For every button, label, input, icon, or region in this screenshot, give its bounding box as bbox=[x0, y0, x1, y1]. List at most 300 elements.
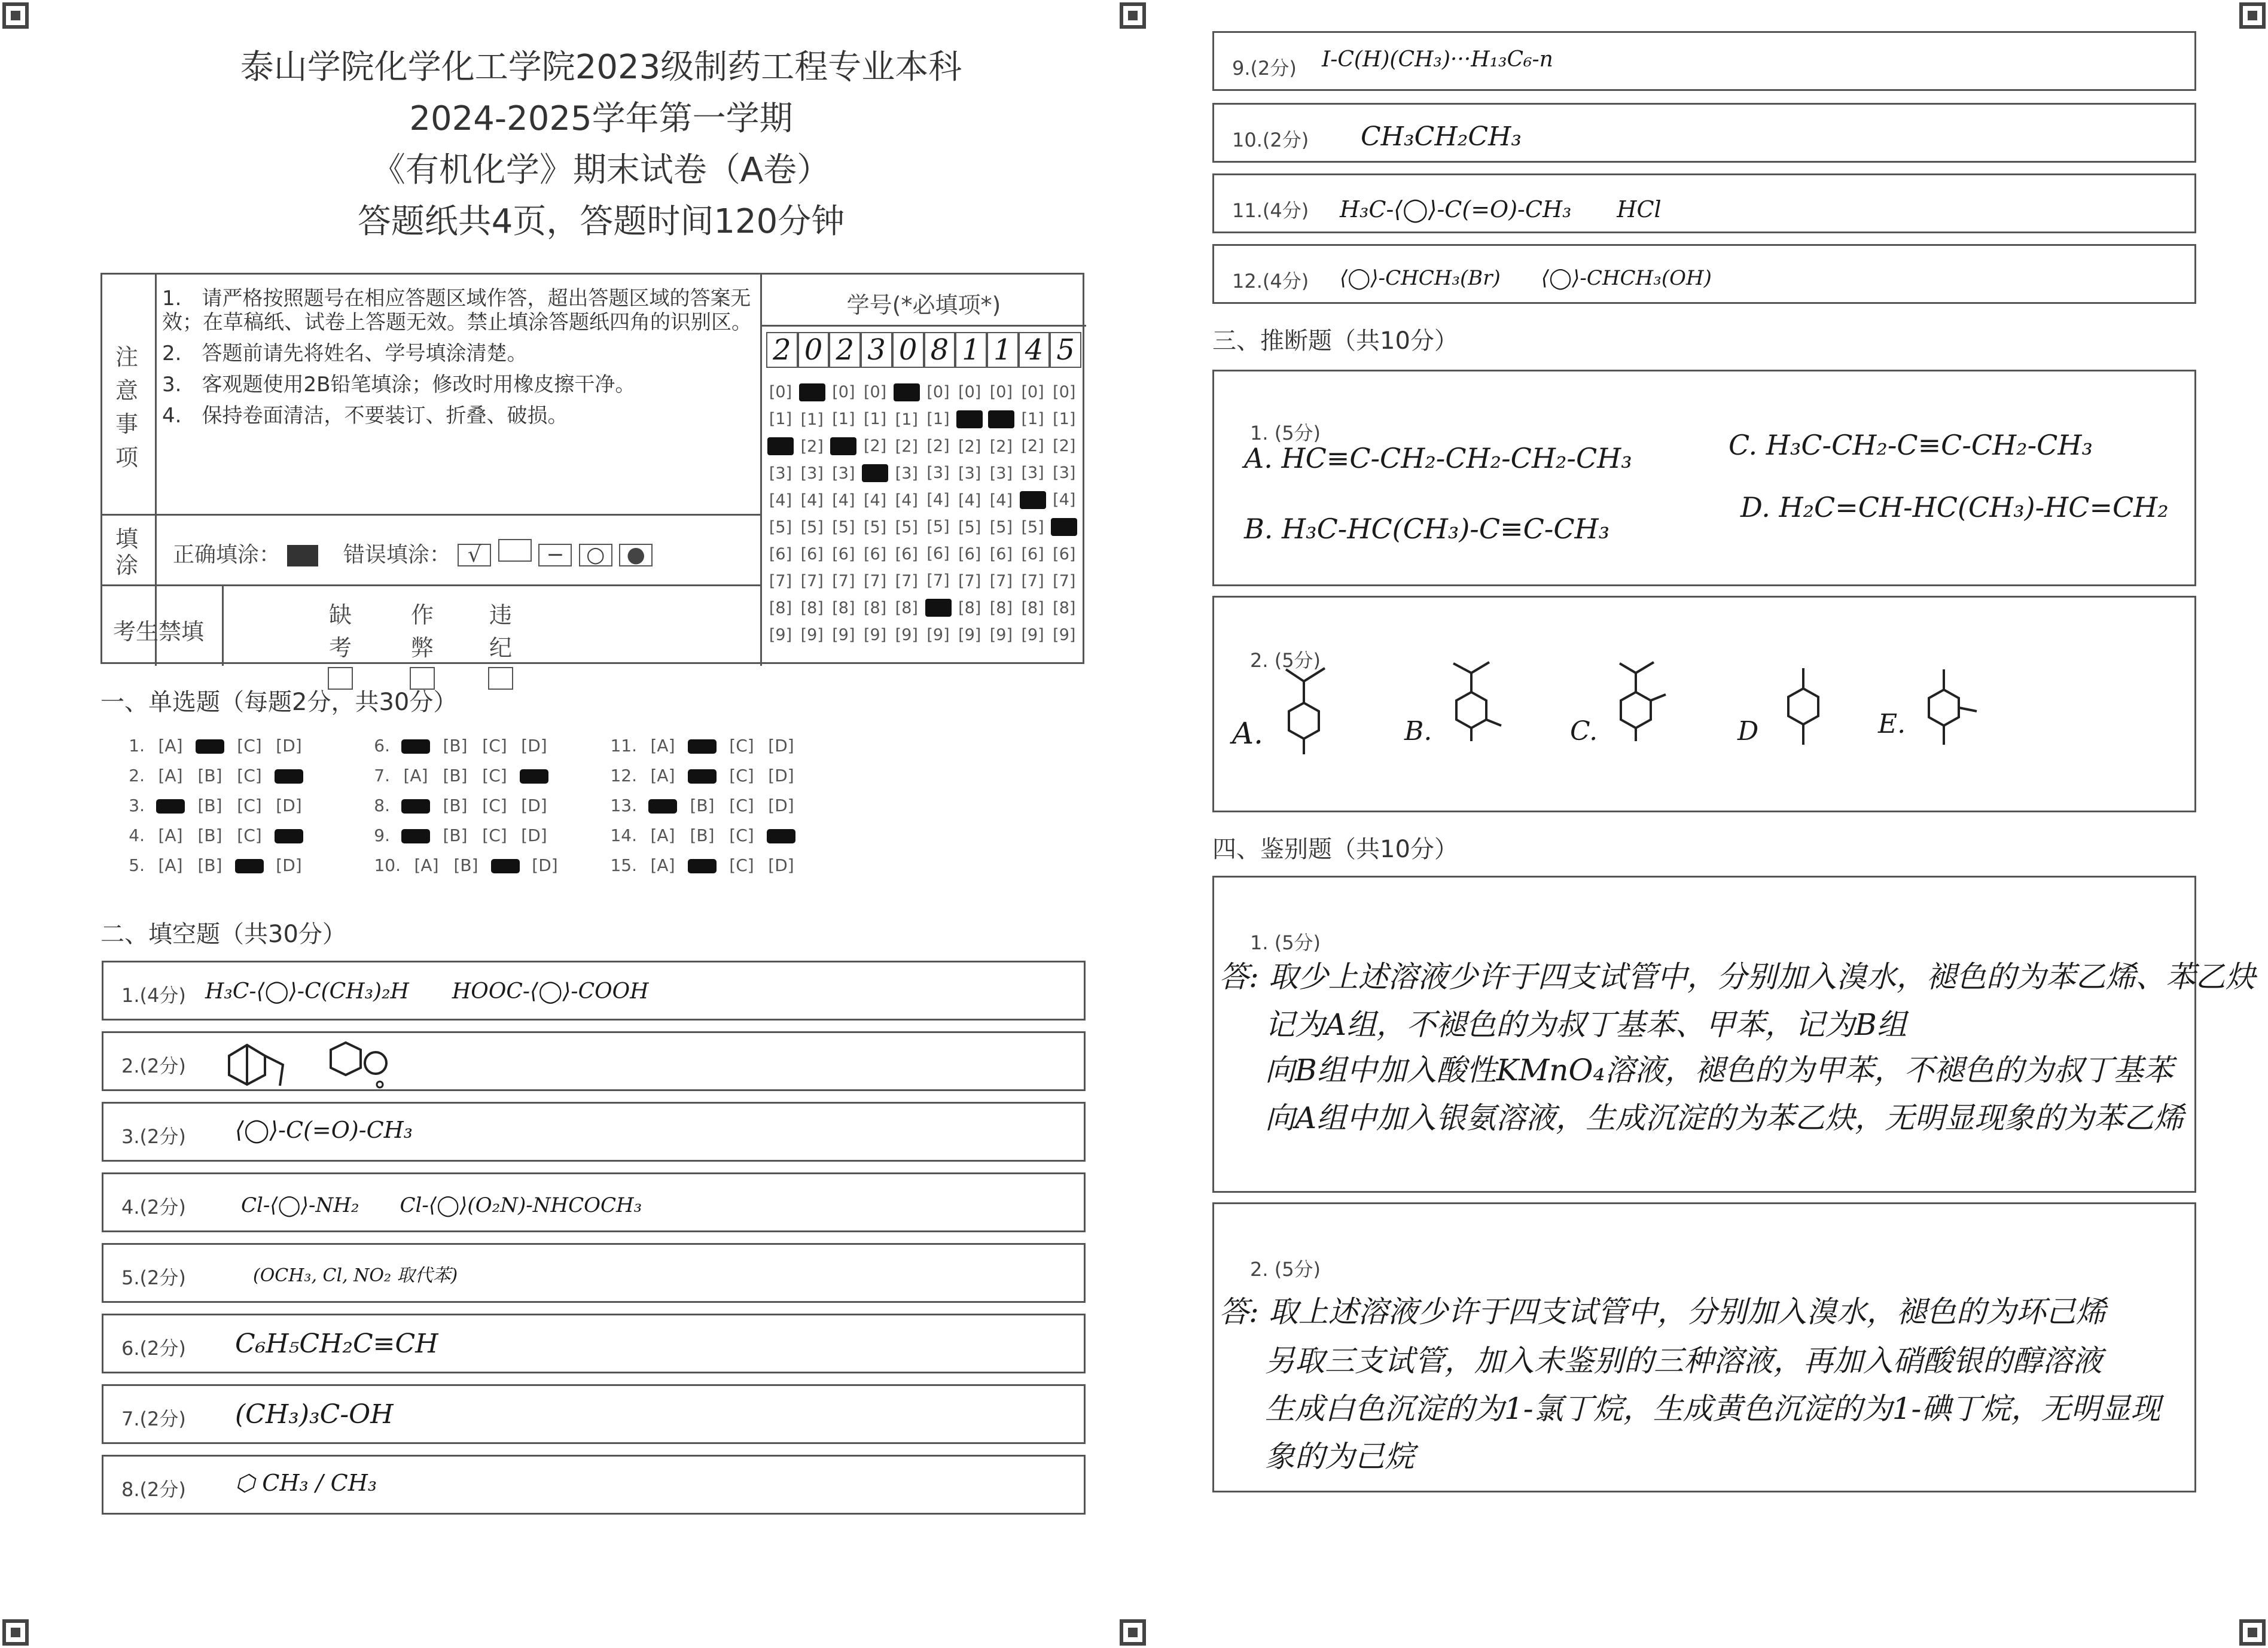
mc-option-a[interactable] bbox=[396, 796, 435, 815]
id-bubble[interactable]: [7] bbox=[769, 572, 792, 590]
id-bubble[interactable]: [2] bbox=[926, 437, 950, 455]
notice-panel bbox=[100, 273, 1084, 664]
id-bubble[interactable]: [4] bbox=[769, 491, 792, 510]
fill-q-12: 12.(4分) bbox=[1232, 270, 1309, 293]
mc-option-c[interactable]: [C] bbox=[482, 736, 507, 756]
id-bubble[interactable]: [7] bbox=[895, 572, 918, 590]
id-bubble[interactable]: [0] bbox=[863, 383, 887, 401]
id-bubble-column bbox=[828, 379, 859, 648]
mc-option-d[interactable]: [D] bbox=[276, 796, 302, 815]
inference-q2-item-d: D bbox=[1737, 716, 1759, 747]
id-bubble[interactable]: [0] bbox=[1053, 383, 1076, 401]
id-bubble[interactable]: [5] bbox=[989, 518, 1013, 537]
id-bubble-column bbox=[765, 379, 796, 648]
id-bubble[interactable]: [3] bbox=[832, 464, 855, 483]
mc-option-a[interactable] bbox=[151, 796, 190, 815]
id-bubble[interactable]: [8] bbox=[958, 599, 981, 617]
inference-q1-label: 1. (5分) bbox=[1250, 422, 1321, 444]
id-bubble-column bbox=[923, 379, 954, 648]
id-bubble[interactable]: [5] bbox=[895, 518, 918, 537]
mc-option-b[interactable]: [B] bbox=[197, 796, 222, 815]
notice-rule-2: 2. 答题前请先将姓名、学号填涂清楚。 bbox=[162, 342, 528, 365]
id-bubble[interactable]: [6] bbox=[800, 545, 824, 563]
id-bubble[interactable]: [7] bbox=[832, 572, 855, 590]
fill-answer-2 bbox=[102, 1031, 1086, 1091]
fill-a-5: (OCH₃, Cl, NO₂ 取代苯) bbox=[253, 1265, 458, 1286]
id-bubble[interactable]: [4] bbox=[958, 491, 981, 510]
mc-option-c[interactable]: [C] bbox=[729, 736, 754, 756]
id-bubble[interactable]: [0] bbox=[989, 383, 1013, 401]
mc-question-row bbox=[114, 855, 309, 875]
mc-question-row bbox=[114, 736, 309, 756]
id-digit-7: 1 bbox=[955, 332, 987, 368]
header-line-1: 泰山学院化学化工学院2023级制药工程专业本科 bbox=[240, 48, 962, 87]
id-bubble[interactable]: [8] bbox=[895, 599, 918, 617]
mc-option-c[interactable]: [C] bbox=[237, 825, 262, 845]
fill-a-10: CH₃CH₂CH₃ bbox=[1361, 121, 1522, 152]
mc-question-number: 7. bbox=[374, 766, 390, 785]
mc-option-b[interactable]: [B] bbox=[197, 825, 222, 845]
id-bubble[interactable]: [1] bbox=[800, 410, 824, 429]
mc-question-number: 3. bbox=[129, 796, 145, 815]
mc-option-b[interactable]: [B] bbox=[443, 736, 468, 756]
id-bubble[interactable] bbox=[925, 599, 952, 617]
id-bubble[interactable]: [3] bbox=[769, 464, 792, 483]
id-bubble[interactable]: [1] bbox=[926, 410, 950, 428]
mc-option-b[interactable]: [B] bbox=[443, 796, 468, 815]
fill-label: 填涂 bbox=[115, 526, 139, 578]
mc-option-c[interactable]: [C] bbox=[482, 825, 507, 845]
id-bubble[interactable]: [1] bbox=[863, 410, 887, 428]
id-digit-6: 8 bbox=[924, 332, 956, 368]
id-bubble[interactable]: [4] bbox=[863, 491, 887, 510]
mc-option-c[interactable] bbox=[486, 855, 525, 875]
corner-mark-top-right bbox=[2239, 2, 2266, 29]
fill-answer-11 bbox=[1212, 173, 2196, 233]
id-digit-1: 2 bbox=[766, 332, 798, 368]
inference-q2-structures bbox=[1214, 598, 2195, 813]
correct-fill-sample bbox=[287, 545, 318, 566]
mc-option-d[interactable]: [D] bbox=[532, 855, 558, 875]
notice-rule-4: 4. 保持卷面清洁，不要装订、折叠、破损。 bbox=[162, 404, 568, 428]
id-bubble[interactable]: [9] bbox=[958, 626, 981, 644]
id-bubble[interactable]: [2] bbox=[1053, 437, 1076, 455]
mc-option-b[interactable]: [B] bbox=[690, 825, 715, 845]
mc-option-a[interactable]: [A] bbox=[158, 766, 183, 785]
mc-option-b[interactable] bbox=[682, 855, 722, 875]
mc-option-c[interactable]: [C] bbox=[729, 855, 754, 875]
mc-question-number: 12. bbox=[610, 766, 637, 785]
mc-question-number: 1. bbox=[129, 736, 145, 756]
inference-q2-label: 2. (5分) bbox=[1250, 649, 1321, 672]
mc-question-row bbox=[359, 825, 554, 845]
mc-option-a[interactable] bbox=[396, 825, 435, 845]
mc-option-a[interactable]: [A] bbox=[414, 855, 439, 875]
id-bubble[interactable]: [0] bbox=[958, 383, 981, 401]
identify-q2-line-3: 生成白色沉淀的为1-氯丁烷，生成黄色沉淀的为1-碘丁烷，无明显现 bbox=[1265, 1391, 2161, 1426]
id-bubble[interactable]: [6] bbox=[863, 545, 887, 563]
fill-q-5: 5.(2分) bbox=[121, 1266, 186, 1289]
corner-mark-bottom-right bbox=[2239, 1619, 2266, 1646]
wrong-fill-circle: ○ bbox=[579, 544, 612, 566]
id-digit-9: 4 bbox=[1019, 332, 1050, 368]
id-bubble[interactable]: [7] bbox=[1053, 572, 1076, 590]
mc-question-number: 15. bbox=[610, 855, 637, 875]
mc-question-number: 5. bbox=[129, 855, 145, 875]
mc-question-number: 11. bbox=[610, 736, 637, 756]
id-bubble[interactable]: [5] bbox=[958, 518, 981, 537]
id-bubble[interactable]: [8] bbox=[832, 599, 855, 617]
check-violation-label: 违纪 bbox=[489, 602, 512, 661]
mc-option-b[interactable]: [B] bbox=[197, 855, 222, 875]
mc-option-d[interactable]: [D] bbox=[768, 855, 794, 875]
header-line-3: 《有机化学》期末试卷（A卷） bbox=[371, 151, 831, 190]
id-bubble[interactable]: [3] bbox=[989, 464, 1013, 483]
id-bubble[interactable] bbox=[956, 410, 983, 428]
fill-q-6: 6.(2分) bbox=[121, 1337, 186, 1360]
header-line-4: 答题纸共4页，答题时间120分钟 bbox=[357, 202, 845, 241]
id-bubble[interactable]: [3] bbox=[800, 464, 824, 483]
mc-option-a[interactable]: [A] bbox=[158, 825, 183, 845]
id-bubble-column bbox=[859, 379, 891, 648]
section-2-title: 二、填空题（共30分） bbox=[100, 921, 346, 948]
id-bubble[interactable]: [9] bbox=[863, 626, 887, 644]
mc-option-d[interactable]: [D] bbox=[521, 825, 547, 845]
id-bubble[interactable]: [2] bbox=[863, 437, 887, 455]
mc-question-row bbox=[595, 825, 801, 845]
id-bubble[interactable] bbox=[862, 464, 888, 482]
id-digit-2: 0 bbox=[798, 332, 830, 368]
id-bubble[interactable]: [5] bbox=[769, 518, 792, 537]
id-bubble[interactable]: [7] bbox=[800, 572, 824, 590]
fill-answer-4 bbox=[102, 1172, 1086, 1232]
corner-mark-top-center bbox=[1120, 2, 1146, 29]
id-bubble[interactable]: [4] bbox=[800, 491, 824, 510]
identify-q2-line-2: 另取三支试管，加入未鉴别的三种溶液，再加入硝酸银的醇溶液 bbox=[1265, 1344, 2102, 1378]
id-bubble[interactable] bbox=[988, 410, 1014, 428]
id-bubble-column bbox=[1017, 379, 1048, 648]
mc-option-b[interactable] bbox=[682, 736, 722, 756]
fill-a-9: I-C(H)(CH₃)···H₁₃C₆-n bbox=[1322, 47, 1553, 72]
id-bubble[interactable]: [3] bbox=[1053, 464, 1076, 482]
identify-q2-line-1: 答: 取上述溶液少许于四支试管中，分别加入溴水，褪色的为环己烯 bbox=[1219, 1294, 2106, 1329]
fill-answer-1 bbox=[102, 961, 1086, 1021]
mc-question-row bbox=[359, 736, 554, 756]
fill-answer-12 bbox=[1212, 244, 2196, 304]
mc-option-d[interactable] bbox=[269, 825, 309, 845]
student-id-label: 学号(*必填项*) bbox=[846, 292, 1001, 318]
id-bubble[interactable]: [6] bbox=[1021, 545, 1044, 563]
id-digit-4: 3 bbox=[861, 332, 892, 368]
mc-option-c[interactable]: [C] bbox=[482, 796, 507, 815]
wrong-fill-label: 错误填涂： bbox=[343, 543, 451, 567]
id-bubble[interactable]: [6] bbox=[958, 545, 981, 563]
header-line-2: 2024-2025学年第一学期 bbox=[409, 99, 793, 138]
notice-rule-3: 3. 客观题使用2B铅笔填涂；修改时用橡皮擦干净。 bbox=[162, 373, 636, 397]
fill-a-4: Cl-⟨◯⟩-NH₂ Cl-⟨◯⟩(O₂N)-NHCOCH₃ bbox=[241, 1193, 642, 1217]
identify-q1-line-1: 答: 取少上述溶液少许于四支试管中，分别加入溴水，褪色的为苯乙烯、苯乙炔 bbox=[1219, 959, 2255, 994]
id-bubble[interactable]: [3] bbox=[958, 464, 981, 483]
id-bubble[interactable]: [4] bbox=[832, 491, 855, 510]
mc-option-a[interactable]: [A] bbox=[158, 736, 183, 756]
fill-answer-8 bbox=[102, 1455, 1086, 1515]
mc-option-d[interactable] bbox=[269, 766, 309, 785]
id-bubble[interactable] bbox=[1020, 491, 1046, 509]
correct-fill-label: 正确填涂： bbox=[173, 543, 281, 567]
mc-option-d[interactable]: [D] bbox=[521, 736, 547, 756]
mc-question-number: 14. bbox=[610, 825, 637, 845]
student-id-digits bbox=[766, 332, 1081, 368]
id-bubble[interactable]: [7] bbox=[926, 571, 950, 590]
id-bubble[interactable]: [9] bbox=[800, 626, 824, 644]
id-bubble[interactable] bbox=[830, 437, 856, 455]
mc-option-d[interactable]: [D] bbox=[276, 736, 302, 756]
id-bubble[interactable]: [7] bbox=[989, 572, 1013, 590]
id-bubble[interactable]: [5] bbox=[800, 518, 824, 537]
mc-question-number: 6. bbox=[374, 736, 390, 756]
identify-q1-line-4: 向A组中加入银氨溶液，生成沉淀的为苯乙炔，无明显现象的为苯乙烯 bbox=[1265, 1101, 2184, 1135]
id-bubble[interactable] bbox=[767, 437, 794, 455]
fill-q-4: 4.(2分) bbox=[121, 1196, 186, 1219]
id-bubble[interactable]: [6] bbox=[832, 545, 855, 563]
id-bubble[interactable]: [8] bbox=[1053, 599, 1076, 617]
id-bubble[interactable]: [3] bbox=[895, 464, 918, 483]
id-bubble[interactable]: [4] bbox=[989, 491, 1013, 510]
mc-question-row bbox=[359, 855, 565, 875]
id-bubble[interactable]: [6] bbox=[1053, 545, 1076, 563]
id-bubble[interactable]: [2] bbox=[800, 437, 824, 456]
mc-option-c[interactable]: [C] bbox=[729, 796, 754, 815]
id-bubble[interactable]: [8] bbox=[1021, 599, 1044, 617]
notice-rules bbox=[162, 279, 760, 435]
id-bubble[interactable]: [4] bbox=[1053, 491, 1076, 509]
id-bubble[interactable]: [0] bbox=[832, 383, 855, 401]
mc-option-d[interactable] bbox=[514, 766, 554, 785]
id-bubble-column bbox=[891, 379, 922, 648]
mc-option-a[interactable] bbox=[643, 796, 682, 815]
mc-option-a[interactable]: [A] bbox=[158, 855, 183, 875]
fill-q-3: 3.(2分) bbox=[121, 1125, 186, 1148]
mc-option-b[interactable] bbox=[190, 736, 230, 756]
id-bubble[interactable]: [5] bbox=[926, 517, 950, 536]
id-bubble[interactable]: [2] bbox=[1021, 437, 1044, 455]
mc-option-b[interactable]: [B] bbox=[453, 855, 478, 875]
corner-mark-bottom-left bbox=[2, 1619, 29, 1646]
section-1-title: 一、单选题（每题2分，共30分） bbox=[100, 689, 458, 716]
mc-option-a[interactable] bbox=[396, 736, 435, 756]
id-bubble[interactable] bbox=[799, 383, 825, 401]
fill-a-7: (CH₃)₃C-OH bbox=[235, 1399, 394, 1430]
mc-question-row bbox=[359, 796, 554, 815]
id-bubble[interactable]: [9] bbox=[1053, 626, 1076, 644]
mc-option-b[interactable]: [B] bbox=[197, 766, 222, 785]
id-bubble[interactable]: [8] bbox=[989, 599, 1013, 617]
fill-answer-9 bbox=[1212, 31, 2196, 91]
id-bubble[interactable]: [5] bbox=[863, 518, 887, 537]
mc-option-c[interactable]: [C] bbox=[237, 766, 262, 785]
inference-q1-d: D. H₂C=CH-HC(CH₃)-HC=CH₂ bbox=[1740, 491, 2169, 523]
mc-option-c[interactable] bbox=[230, 855, 269, 875]
fill-q-8: 8.(2分) bbox=[121, 1478, 186, 1501]
mc-option-d[interactable]: [D] bbox=[521, 796, 547, 815]
fill-q-9: 9.(2分) bbox=[1232, 57, 1297, 80]
fill-a-2-drawing bbox=[223, 1038, 403, 1089]
fill-answer-10 bbox=[1212, 103, 2196, 163]
mc-question-number: 10. bbox=[374, 855, 401, 875]
id-bubble[interactable]: [6] bbox=[989, 545, 1013, 563]
id-bubble[interactable]: [9] bbox=[769, 626, 792, 644]
mc-question-number: 2. bbox=[129, 766, 145, 785]
mc-option-d[interactable]: [D] bbox=[768, 796, 794, 815]
id-bubble[interactable]: [2] bbox=[895, 437, 918, 456]
id-bubble[interactable]: [6] bbox=[926, 544, 950, 563]
fill-a-11: H₃C-⟨◯⟩-C(=O)-CH₃ HCl bbox=[1340, 196, 1662, 223]
id-bubble[interactable]: [2] bbox=[989, 437, 1013, 456]
wrong-fill-dot: ● bbox=[619, 544, 653, 566]
id-bubble[interactable]: [6] bbox=[895, 545, 918, 563]
mc-option-c[interactable]: [C] bbox=[482, 766, 507, 785]
id-bubble[interactable]: [1] bbox=[769, 410, 792, 428]
wrong-fill-dash: − bbox=[538, 544, 572, 566]
id-bubble[interactable]: [8] bbox=[863, 599, 887, 617]
mc-question-row bbox=[359, 766, 554, 785]
id-bubble[interactable]: [4] bbox=[926, 491, 950, 509]
mc-option-d[interactable]: [D] bbox=[768, 766, 794, 785]
id-bubble[interactable]: [1] bbox=[1053, 410, 1076, 428]
id-bubble[interactable]: [1] bbox=[832, 410, 855, 428]
mc-option-b[interactable] bbox=[682, 766, 722, 785]
id-bubble[interactable]: [9] bbox=[926, 626, 950, 644]
id-bubble-column bbox=[1048, 379, 1080, 648]
id-bubble[interactable]: [0] bbox=[769, 383, 792, 401]
id-bubble[interactable] bbox=[1051, 518, 1077, 536]
mc-option-d[interactable]: [D] bbox=[768, 736, 794, 756]
inference-q2-item-c: C. bbox=[1570, 716, 1598, 747]
fill-a-1: H₃C-⟨◯⟩-C(CH₃)₂H HOOC-⟨◯⟩-COOH bbox=[205, 979, 649, 1004]
id-bubble[interactable]: [7] bbox=[1021, 572, 1044, 590]
mc-option-b[interactable]: [B] bbox=[690, 796, 715, 815]
section-4-title: 四、鉴别题（共10分） bbox=[1212, 836, 1458, 863]
id-bubble[interactable]: [9] bbox=[832, 626, 855, 644]
id-bubble-column bbox=[797, 379, 828, 648]
inference-q1-box bbox=[1212, 370, 2196, 586]
mc-option-c[interactable]: [C] bbox=[237, 796, 262, 815]
id-bubble[interactable]: [9] bbox=[1021, 626, 1044, 644]
id-digit-5: 0 bbox=[892, 332, 924, 368]
id-bubble[interactable]: [9] bbox=[895, 626, 918, 644]
fill-q-11: 11.(4分) bbox=[1232, 199, 1309, 222]
id-bubble[interactable]: [5] bbox=[1021, 518, 1044, 537]
mc-question-row bbox=[595, 796, 801, 815]
section-3-title: 三、推断题（共10分） bbox=[1212, 327, 1458, 355]
wrong-fill-half bbox=[498, 539, 532, 562]
mc-option-b[interactable]: [B] bbox=[443, 766, 468, 785]
inference-q1-a: A. HC≡C-CH₂-CH₂-CH₂-CH₃ bbox=[1244, 442, 1632, 474]
fill-answer-7 bbox=[102, 1384, 1086, 1444]
id-digit-8: 1 bbox=[987, 332, 1019, 368]
id-bubble[interactable]: [8] bbox=[769, 599, 792, 617]
inference-q2-item-e: E. bbox=[1878, 709, 1906, 739]
mc-question-row bbox=[114, 766, 309, 785]
id-bubble[interactable]: [2] bbox=[958, 437, 981, 456]
identify-q2-box bbox=[1212, 1202, 2196, 1492]
fill-q-10: 10.(2分) bbox=[1232, 129, 1309, 151]
inference-q1-b: B. H₃C-HC(CH₃)-C≡C-CH₃ bbox=[1244, 513, 1610, 545]
fill-a-3: ⟨◯⟩-C(=O)-CH₃ bbox=[235, 1117, 413, 1143]
fill-q-1: 1.(4分) bbox=[121, 984, 186, 1007]
id-bubble-column bbox=[954, 379, 985, 648]
identify-q2-line-4: 象的为己烷 bbox=[1265, 1439, 1415, 1474]
mc-question-row bbox=[114, 796, 309, 815]
fill-a-12: ⟨◯⟩-CHCH₃(Br) ⟨◯⟩-CHCH₃(OH) bbox=[1340, 266, 1712, 290]
id-bubble[interactable]: [3] bbox=[926, 464, 950, 482]
mc-option-c[interactable]: [C] bbox=[729, 766, 754, 785]
id-bubble[interactable]: [1] bbox=[1021, 410, 1044, 428]
identify-q2-label: 2. (5分) bbox=[1250, 1258, 1321, 1281]
identify-q1-label: 1. (5分) bbox=[1250, 931, 1321, 954]
inference-q2-item-a: A. bbox=[1232, 716, 1264, 751]
inference-q2-item-b: B. bbox=[1404, 716, 1432, 747]
fill-a-6: C₆H₅CH₂C≡CH bbox=[235, 1329, 438, 1359]
id-bubble[interactable]: [7] bbox=[958, 572, 981, 590]
check-violation-box[interactable] bbox=[488, 667, 513, 690]
identify-q1-line-3: 向B组中加入酸性KMnO₄溶液，褪色的为甲苯，不褪色的为叔丁基苯 bbox=[1265, 1053, 2174, 1088]
corner-mark-bottom-center bbox=[1120, 1619, 1146, 1646]
id-bubble[interactable]: [7] bbox=[863, 572, 887, 590]
id-bubble[interactable]: [1] bbox=[895, 410, 918, 429]
mc-question-number: 9. bbox=[374, 825, 390, 845]
id-bubble[interactable]: [6] bbox=[769, 545, 792, 563]
mc-option-c[interactable]: [C] bbox=[237, 736, 262, 756]
mc-option-a[interactable]: [A] bbox=[650, 736, 675, 756]
mc-option-a[interactable]: [A] bbox=[650, 766, 675, 785]
notice-title: 注意事项 bbox=[115, 344, 139, 471]
fill-answer-5 bbox=[102, 1243, 1086, 1303]
mc-question-number: 8. bbox=[374, 796, 390, 815]
id-bubble[interactable]: [0] bbox=[1021, 383, 1044, 401]
check-absent-label: 缺考 bbox=[328, 602, 352, 661]
mc-option-a[interactable]: [A] bbox=[650, 855, 675, 875]
id-bubble[interactable] bbox=[894, 383, 920, 401]
mc-option-b[interactable]: [B] bbox=[443, 825, 468, 845]
corner-mark-top-left bbox=[2, 2, 29, 29]
id-bubble[interactable]: [5] bbox=[832, 518, 855, 537]
id-digit-3: 2 bbox=[829, 332, 861, 368]
fill-answer-3 bbox=[102, 1102, 1086, 1162]
id-bubble[interactable]: [9] bbox=[989, 626, 1013, 644]
id-bubble[interactable]: [0] bbox=[926, 383, 950, 401]
mc-question-row bbox=[595, 766, 801, 785]
mc-question-row bbox=[114, 825, 309, 845]
id-bubble[interactable]: [8] bbox=[800, 599, 824, 617]
fill-answer-6 bbox=[102, 1314, 1086, 1373]
wrong-fill-check: √ bbox=[458, 544, 491, 566]
identify-q1-line-2: 记为A组，不褪色的为叔丁基苯、甲苯，记为B组 bbox=[1265, 1007, 1907, 1042]
id-bubble[interactable]: [3] bbox=[1021, 464, 1044, 482]
id-bubble[interactable]: [4] bbox=[895, 491, 918, 510]
mc-option-a[interactable]: [A] bbox=[650, 825, 675, 845]
mc-question-row bbox=[595, 855, 801, 875]
mc-option-c[interactable]: [C] bbox=[729, 825, 754, 845]
mc-option-a[interactable]: [A] bbox=[403, 766, 428, 785]
id-digit-10: 5 bbox=[1050, 332, 1081, 368]
inference-q2-box bbox=[1212, 596, 2196, 812]
mc-option-d[interactable]: [D] bbox=[276, 855, 302, 875]
id-bubble-column bbox=[986, 379, 1017, 648]
mc-option-d[interactable] bbox=[761, 825, 801, 845]
fill-q-2: 2.(2分) bbox=[121, 1055, 186, 1077]
check-cheat-label: 作弊 bbox=[410, 602, 434, 661]
